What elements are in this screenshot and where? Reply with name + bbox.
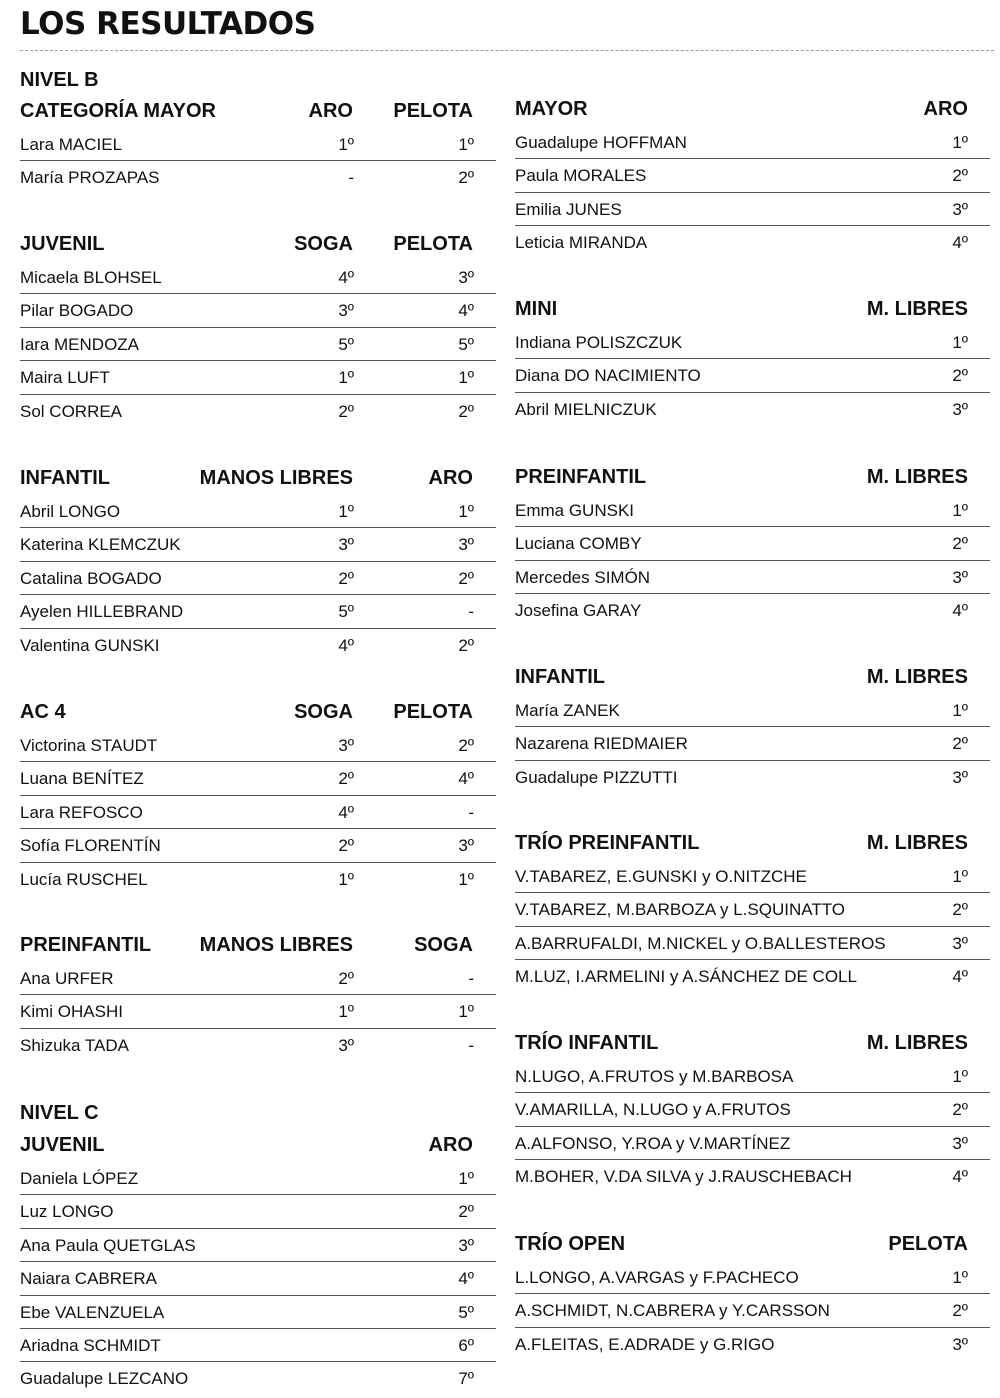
placement: 2º (952, 734, 968, 754)
athlete-name: N.LUGO, A.FRUTOS y M.BARBOSA (515, 1067, 794, 1086)
level-heading: NIVEL C (20, 1102, 99, 1124)
result-row (20, 395, 496, 428)
placement: 2º (458, 635, 474, 655)
category-title: INFANTIL (515, 666, 605, 688)
athlete-name: Victorina STAUDT (20, 736, 158, 755)
nivel-c-juvenil-section (20, 1129, 496, 1396)
nivel-b-categoria-mayor-section (20, 95, 496, 195)
column-header: ARO (428, 467, 473, 489)
placement: 3º (952, 199, 968, 219)
placement: 3º (952, 1334, 968, 1354)
placement: 1º (458, 135, 474, 154)
result-row (20, 962, 496, 995)
athlete-name: Daniela LÓPEZ (20, 1169, 139, 1188)
category-title: PREINFANTIL (515, 466, 647, 488)
result-row (20, 495, 496, 528)
athlete-name: Lara REFOSCO (20, 802, 143, 822)
athlete-name: Valentina GUNSKI (20, 635, 160, 655)
athlete-name: Ebe VALENZUELA (20, 1302, 165, 1322)
result-row (20, 328, 496, 361)
placement: 1º (952, 1067, 968, 1086)
result-row (515, 860, 990, 893)
category-title: AC 4 (20, 701, 66, 723)
category-title: TRÍO INFANTIL (515, 1032, 659, 1054)
result-row (20, 1229, 496, 1262)
placement: 2º (458, 736, 474, 755)
placement: 1º (458, 1002, 474, 1022)
placement: - (348, 168, 354, 188)
section-header (20, 696, 496, 729)
section-header (20, 462, 496, 495)
trio-preinfantil-section (515, 827, 990, 994)
placement: 3º (458, 535, 474, 555)
placement: 3º (338, 301, 354, 321)
placement: 2º (338, 769, 354, 789)
athlete-name: Luana BENÍTEZ (20, 769, 144, 789)
placement: 1º (952, 1268, 968, 1287)
result-row (515, 1261, 990, 1294)
result-row (20, 595, 496, 628)
athlete-name: Ana URFER (20, 969, 114, 988)
result-row (515, 694, 990, 727)
column-header: PELOTA (393, 701, 473, 723)
result-row (20, 629, 496, 662)
placement: 1º (338, 869, 354, 889)
placement: 1º (458, 502, 474, 521)
category-title: MAYOR (515, 98, 588, 120)
column-header: M. LIBRES (866, 832, 968, 854)
athlete-name: Abril LONGO (20, 502, 121, 521)
athlete-name: Shizuka TADA (20, 1035, 129, 1055)
placement: 3º (952, 567, 968, 587)
result-row (20, 562, 496, 595)
placement: - (468, 969, 474, 988)
athlete-name: Ana Paula QUETGLAS (20, 1235, 196, 1255)
placement: 2º (952, 1301, 968, 1321)
result-row (515, 326, 990, 359)
athlete-name: V.TABAREZ, E.GUNSKI y O.NITZCHE (515, 867, 807, 886)
placement: 2º (458, 168, 474, 188)
athlete-name: María ZANEK (515, 701, 620, 720)
result-row (515, 1093, 990, 1126)
placement: 4º (338, 802, 354, 822)
column-header: MANOS LIBRES (199, 467, 353, 489)
section-header (515, 293, 990, 326)
result-row (515, 1127, 990, 1160)
result-row (20, 1195, 496, 1228)
result-row (515, 960, 990, 993)
section-header (515, 1228, 990, 1261)
athlete-name: A.SCHMIDT, N.CABRERA y Y.CARSSON (515, 1301, 830, 1321)
athlete-name: A.BARRUFALDI, M.NICKEL y O.BALLESTEROS (515, 933, 886, 953)
athlete-name: Ariadna SCHMIDT (20, 1335, 161, 1355)
result-row (515, 1294, 990, 1327)
result-row (20, 528, 496, 561)
placement: 7º (458, 1369, 474, 1389)
result-row (20, 995, 496, 1028)
section-header (515, 1027, 990, 1060)
placement: 5º (338, 602, 354, 622)
column-header: ARO (428, 1134, 473, 1156)
placement: 1º (338, 502, 354, 521)
column-header: SOGA (414, 934, 473, 956)
result-row (20, 1029, 496, 1062)
result-row (515, 193, 990, 226)
athlete-name: L.LONGO, A.VARGAS y F.PACHECO (515, 1268, 799, 1287)
placement: 4º (458, 1269, 474, 1289)
placement: 6º (458, 1335, 474, 1355)
athlete-name: Lara MACIEL (20, 135, 123, 154)
result-row (20, 1262, 496, 1295)
result-row (20, 1296, 496, 1329)
result-row (515, 359, 990, 392)
placement: 3º (458, 268, 474, 287)
column-header: SOGA (294, 233, 353, 255)
placement: 1º (952, 701, 968, 720)
result-row (20, 1362, 496, 1395)
result-row (20, 161, 496, 194)
placement: 4º (458, 769, 474, 789)
placement: 5º (338, 334, 354, 354)
category-title: TRÍO PREINFANTIL (515, 832, 700, 854)
placement: - (468, 1035, 474, 1055)
placement: 2º (952, 366, 968, 386)
athlete-name: Abril MIELNICZUK (515, 399, 657, 419)
column-header: M. LIBRES (866, 466, 968, 488)
placement: 1º (458, 869, 474, 889)
athlete-name: Luz LONGO (20, 1202, 114, 1222)
nivel-b-ac4-section (20, 696, 496, 896)
placement: 3º (338, 736, 354, 755)
athlete-name: M.BOHER, V.DA SILVA y J.RAUSCHEBACH (515, 1167, 852, 1187)
placement: 5º (458, 334, 474, 354)
column-header: M. LIBRES (866, 1032, 968, 1054)
result-row (20, 128, 496, 161)
column-header: SOGA (294, 701, 353, 723)
athlete-name: Indiana POLISZCZUK (515, 333, 683, 352)
athlete-name: V.AMARILLA, N.LUGO y A.FRUTOS (515, 1100, 791, 1120)
placement: 1º (458, 1169, 474, 1188)
category-title: JUVENIL (20, 233, 105, 255)
placement: 3º (952, 1133, 968, 1153)
placement: 1º (952, 333, 968, 352)
athlete-name: Kimi OHASHI (20, 1002, 123, 1022)
mayor-section (515, 93, 990, 260)
athlete-name: Sol CORREA (20, 401, 123, 421)
placement: 2º (458, 568, 474, 588)
section-header (20, 1129, 496, 1162)
placement: 2º (338, 568, 354, 588)
result-row (515, 761, 990, 794)
placement: 1º (952, 133, 968, 152)
athlete-name: Guadalupe PIZZUTTI (515, 767, 678, 787)
placement: 3º (458, 836, 474, 856)
placement: 3º (952, 399, 968, 419)
result-row (515, 1160, 990, 1193)
athlete-name: Mercedes SIMÓN (515, 567, 651, 587)
category-title: CATEGORÍA MAYOR (20, 100, 216, 122)
column-header: PELOTA (888, 1233, 968, 1255)
section-header (20, 228, 496, 261)
result-row (20, 796, 496, 829)
result-row (20, 729, 496, 762)
result-row (515, 527, 990, 560)
athlete-name: Leticia MIRANDA (515, 233, 648, 253)
athlete-name: Luciana COMBY (515, 534, 642, 554)
athlete-name: V.TABAREZ, M.BARBOZA y L.SQUINATTO (515, 900, 845, 920)
infantil-section (515, 661, 990, 794)
result-row (515, 494, 990, 527)
athlete-name: María PROZAPAS (20, 168, 160, 188)
result-row (20, 762, 496, 795)
result-row (515, 1328, 990, 1361)
athlete-name: Katerina KLEMCZUK (20, 535, 181, 555)
result-row (515, 393, 990, 426)
result-row (20, 863, 496, 896)
placement: 2º (952, 900, 968, 920)
athlete-name: Guadalupe LEZCANO (20, 1369, 189, 1389)
trio-open-section (515, 1228, 990, 1361)
athlete-name: Catalina BOGADO (20, 568, 162, 588)
placement: 4º (338, 268, 354, 287)
title-divider (20, 50, 994, 51)
athlete-name: Diana DO NACIMIENTO (515, 366, 701, 386)
athlete-name: A.ALFONSO, Y.ROA y V.MARTÍNEZ (515, 1133, 791, 1153)
placement: 4º (338, 635, 354, 655)
placement: 3º (458, 1235, 474, 1255)
trio-infantil-section (515, 1027, 990, 1194)
column-header: M. LIBRES (866, 298, 968, 320)
athlete-name: Maira LUFT (20, 368, 110, 388)
result-row (515, 1060, 990, 1093)
column-header: MANOS LIBRES (199, 934, 353, 956)
athlete-name: A.FLEITAS, E.ADRADE y G.RIGO (515, 1334, 775, 1354)
preinfantil-section (515, 461, 990, 628)
placement: 1º (458, 368, 474, 388)
column-header: PELOTA (393, 100, 473, 122)
column-header: ARO (923, 98, 968, 120)
placement: 2º (338, 969, 354, 988)
athlete-name: M.LUZ, I.ARMELINI y A.SÁNCHEZ DE COLL (515, 967, 857, 987)
category-title: TRÍO OPEN (515, 1233, 626, 1255)
athlete-name: Josefina GARAY (515, 601, 642, 621)
placement: - (468, 802, 474, 822)
athlete-name: Sofía FLORENTÍN (20, 836, 161, 856)
placement: 2º (338, 401, 354, 421)
page-title: LOS RESULTADOS (20, 6, 316, 42)
placement: 3º (338, 1035, 354, 1055)
placement: 1º (338, 1002, 354, 1022)
result-row (515, 927, 990, 960)
placement: 3º (952, 767, 968, 787)
placement: 1º (952, 501, 968, 520)
placement: 4º (952, 1167, 968, 1187)
athlete-name: Nazarena RIEDMAIER (515, 734, 688, 754)
column-header: ARO (308, 100, 353, 122)
athlete-name: Guadalupe HOFFMAN (515, 133, 687, 152)
athlete-name: Naiara CABRERA (20, 1269, 157, 1289)
placement: 2º (338, 836, 354, 856)
athlete-name: Lucía RUSCHEL (20, 869, 148, 889)
athlete-name: Emilia JUNES (515, 199, 622, 219)
athlete-name: Ayelen HILLEBRAND (20, 602, 184, 622)
placement: 2º (952, 166, 968, 186)
result-row (515, 893, 990, 926)
placement: 3º (338, 535, 354, 555)
result-row (515, 226, 990, 259)
placement: 5º (458, 1302, 474, 1322)
placement: 1º (952, 867, 968, 886)
result-row (20, 1162, 496, 1195)
result-row (515, 561, 990, 594)
athlete-name: Emma GUNSKI (515, 501, 635, 520)
nivel-b-infantil-section (20, 462, 496, 662)
section-header (515, 661, 990, 694)
mini-section (515, 293, 990, 426)
placement: 2º (458, 1202, 474, 1222)
category-title: MINI (515, 298, 558, 320)
placement: 1º (338, 135, 354, 154)
category-title: PREINFANTIL (20, 934, 152, 956)
placement: 4º (952, 967, 968, 987)
level-heading: NIVEL B (20, 69, 99, 91)
category-title: INFANTIL (20, 467, 110, 489)
section-header (20, 95, 496, 128)
athlete-name: Pilar BOGADO (20, 301, 134, 321)
placement: 2º (952, 1100, 968, 1120)
placement: 3º (952, 933, 968, 953)
section-header (515, 827, 990, 860)
result-row (515, 159, 990, 192)
result-row (20, 261, 496, 294)
placement: 1º (338, 368, 354, 388)
result-row (20, 361, 496, 394)
result-row (515, 594, 990, 627)
result-row (20, 294, 496, 327)
nivel-b-preinfantil-section (20, 929, 496, 1062)
placement: 2º (952, 534, 968, 554)
category-title: JUVENIL (20, 1134, 105, 1156)
result-row (515, 727, 990, 760)
result-row (515, 126, 990, 159)
result-row (20, 829, 496, 862)
column-header: M. LIBRES (866, 666, 968, 688)
placement: 4º (952, 233, 968, 253)
nivel-b-juvenil-section (20, 228, 496, 428)
section-header (515, 93, 990, 126)
athlete-name: Iara MENDOZA (20, 334, 140, 354)
column-header: PELOTA (393, 233, 473, 255)
athlete-name: Paula MORALES (515, 166, 647, 186)
placement: - (468, 602, 474, 622)
section-header (515, 461, 990, 494)
athlete-name: Micaela BLOHSEL (20, 268, 162, 287)
placement: 2º (458, 401, 474, 421)
placement: 4º (458, 301, 474, 321)
result-row (20, 1329, 496, 1362)
placement: 4º (952, 601, 968, 621)
section-header (20, 929, 496, 962)
